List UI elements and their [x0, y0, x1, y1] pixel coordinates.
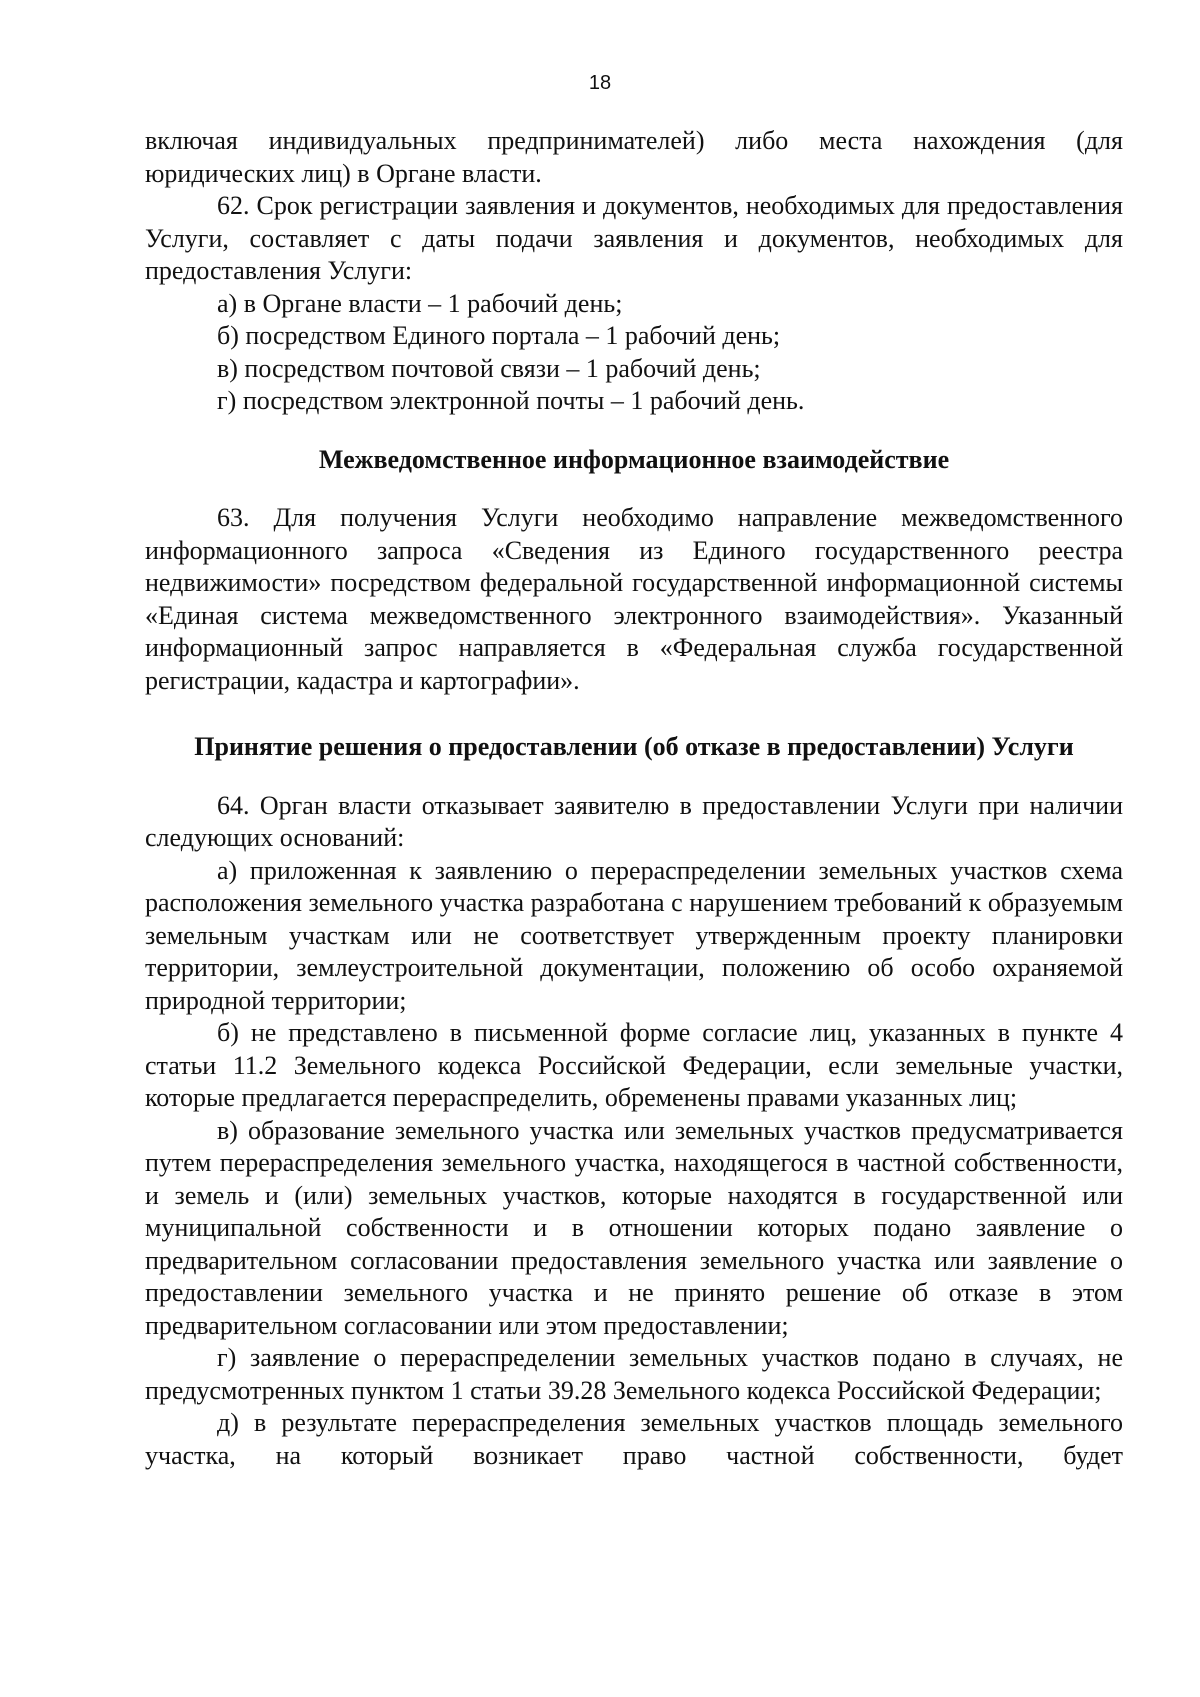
- section-heading-interagency: Межведомственное информационное взаимодействие: [318, 444, 950, 474]
- list-item-64b: б) не представлено в письменной форме согласие лиц, указанных в пункте 4 статьи 11.2 Земельного кодекса Российской Федерации, если земельные участки, которые предлагается перераспределить, обременены правами указанных лиц;: [145, 1018, 1123, 1112]
- list-item-64c: в) образование земельного участка или земельных участков предусматривается путем перераспределения земельного участка, находящегося в частной собственности, и земель и (или) земельных участков, которые находятся в государственной или муниципальной собственности и в отношении которых подано заявление о предварительном согласовании предоставления земельного участка или заявление о предоставлении земельного участка и не принято решение об отказе в этом предварительном согласовании или этом предоставлении;: [145, 1115, 1123, 1340]
- paragraph-continuation: включая индивидуальных предпринимателей) либо места нахождения (для юридических лиц) в Органе власти.: [145, 126, 1123, 188]
- list-item-64a: а) приложенная к заявлению о перераспределении земельных участков схема расположения земельного участка разработана с нарушением требований к образуемым земельным участкам или не соответствует утвержденным проекту планировки территории, землеустроительной документации, положению об особо охраняемой природной территории;: [145, 855, 1123, 1015]
- list-item-62c: в) посредством почтовой связи – 1 рабочий день;: [217, 353, 761, 383]
- list-item-62b: б) посредством Единого портала – 1 рабочий день;: [217, 321, 781, 350]
- section-heading-decision: Принятие решения о предоставлении (об отказе в предоставлении) Услуги: [194, 732, 1074, 761]
- list-item-62a: а) в Органе власти – 1 рабочий день;: [217, 288, 623, 318]
- paragraph-62: 62. Срок регистрации заявления и документов, необходимых для предоставления Услуги, составляет с даты подачи заявления и документов, необходимых для предоставления Услуги:: [145, 191, 1123, 285]
- page-number: 18: [588, 72, 612, 94]
- document-body: [145, 125, 1123, 1472]
- paragraph-64: 64. Орган власти отказывает заявителю в предоставлении Услуги при наличии следующих оснований:: [145, 790, 1123, 852]
- list-item-64e: д) в результате перераспределения земельных участков площадь земельного участка, на который возникает право частной собственности, будет: [145, 1408, 1123, 1470]
- list-item-64d: г) заявление о перераспределении земельных участков подано в случаях, не предусмотренных пунктом 1 статьи 39.28 Земельного кодекса Российской Федерации;: [145, 1343, 1123, 1405]
- paragraph-63: 63. Для получения Услуги необходимо направление межведомственного информационного запроса «Сведения из Единого государственного реестра недвижимости» посредством федеральной государственной информационной системы «Единая система межведомственного электронного взаимодействия». Указанный информационный запрос направляется в «Федеральная служба государственной регистрации, кадастра и картографии».: [145, 503, 1123, 695]
- list-item-62d: г) посредством электронной почты – 1 рабочий день.: [217, 386, 805, 415]
